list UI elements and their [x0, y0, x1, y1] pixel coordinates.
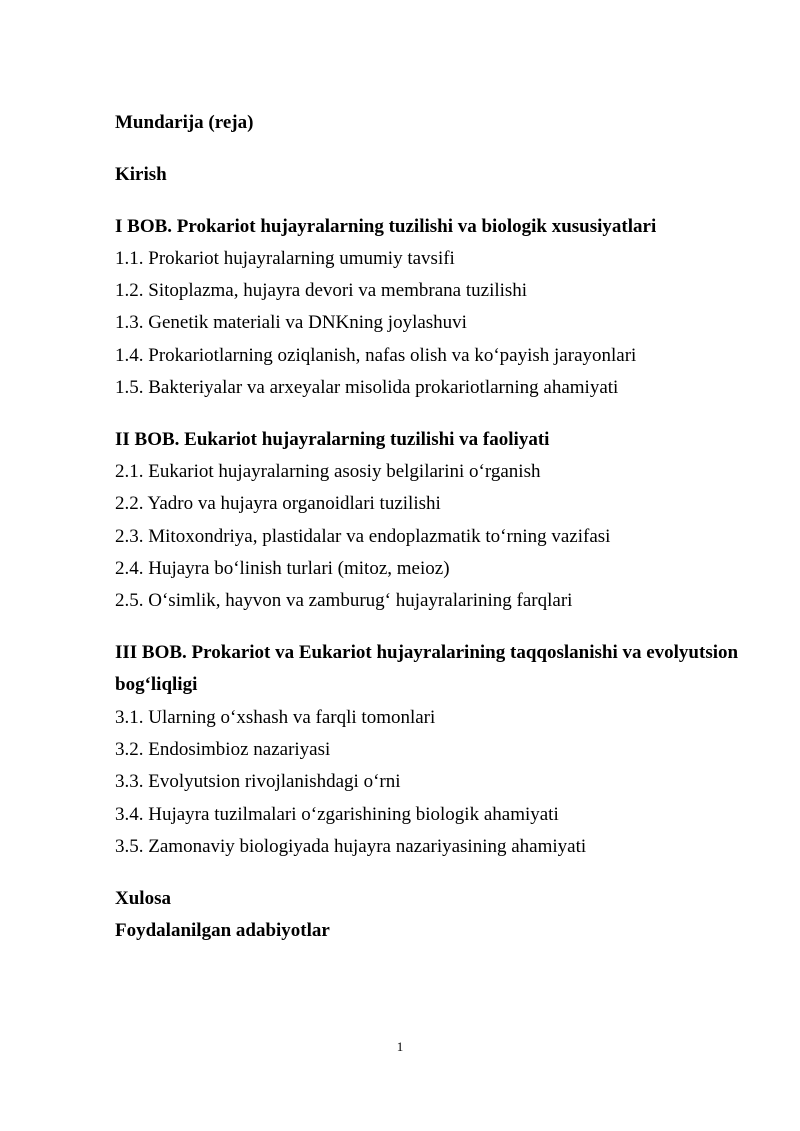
toc-item-1-5: 1.5. Bakteriyalar va arxeyalar misolida prokariotlarning ahamiyati [115, 377, 619, 399]
bibliography-heading: Foydalanilgan adabiyotlar [115, 920, 330, 942]
toc-item-2-2: 2.2. Yadro va hujayra organoidlari tuzilishi [115, 493, 441, 515]
document-content [115, 107, 743, 947]
chapter-3-heading: III BOB. Prokariot va Eukariot hujayralarining taqqoslanishi va evolyutsion bogʻliqligi [115, 642, 739, 696]
toc-item-2-5: 2.5. Oʻsimlik, hayvon va zamburugʻ hujayralarining farqlari [115, 590, 573, 612]
intro-heading: Kirish [115, 163, 167, 185]
toc-item-3-4: 3.4. Hujayra tuzilmalari oʻzgarishining biologik ahamiyati [115, 803, 559, 825]
chapter-2-heading: II BOB. Eukariot hujayralarning tuzilishi va faoliyati [115, 428, 550, 450]
document-title: Mundarija (reja) [115, 112, 254, 133]
toc-item-1-1: 1.1. Prokariot hujayralarning umumiy tavsifi [115, 247, 455, 269]
page-number: 1 [396, 1039, 404, 1054]
toc-item-1-3: 1.3. Genetik materiali va DNKning joylashuvi [115, 312, 467, 334]
toc-item-2-3: 2.3. Mitoxondriya, plastidalar va endoplazmatik toʻrning vazifasi [115, 525, 611, 547]
toc-item-1-2: 1.2. Sitoplazma, hujayra devori va membrana tuzilishi [115, 280, 528, 302]
conclusion-heading: Xulosa [115, 887, 171, 909]
toc-item-3-2: 3.2. Endosimbioz nazariyasi [115, 739, 331, 761]
toc-item-3-3: 3.3. Evolyutsion rivojlanishdagi oʻrni [115, 771, 401, 793]
toc-item-1-4: 1.4. Prokariotlarning oziqlanish, nafas olish va koʻpayish jarayonlari [115, 344, 637, 366]
toc-item-2-4: 2.4. Hujayra boʻlinish turlari (mitoz, meioz) [115, 558, 450, 580]
chapter-1-heading: I BOB. Prokariot hujayralarning tuzilishi va biologik xususiyatlari [115, 215, 657, 237]
toc-item-3-1: 3.1. Ularning oʻxshash va farqli tomonlari [115, 706, 436, 728]
toc-item-2-1: 2.1. Eukariot hujayralarning asosiy belgilarini oʻrganish [115, 461, 541, 483]
toc-item-3-5: 3.5. Zamonaviy biologiyada hujayra nazariyasining ahamiyati [115, 835, 587, 857]
